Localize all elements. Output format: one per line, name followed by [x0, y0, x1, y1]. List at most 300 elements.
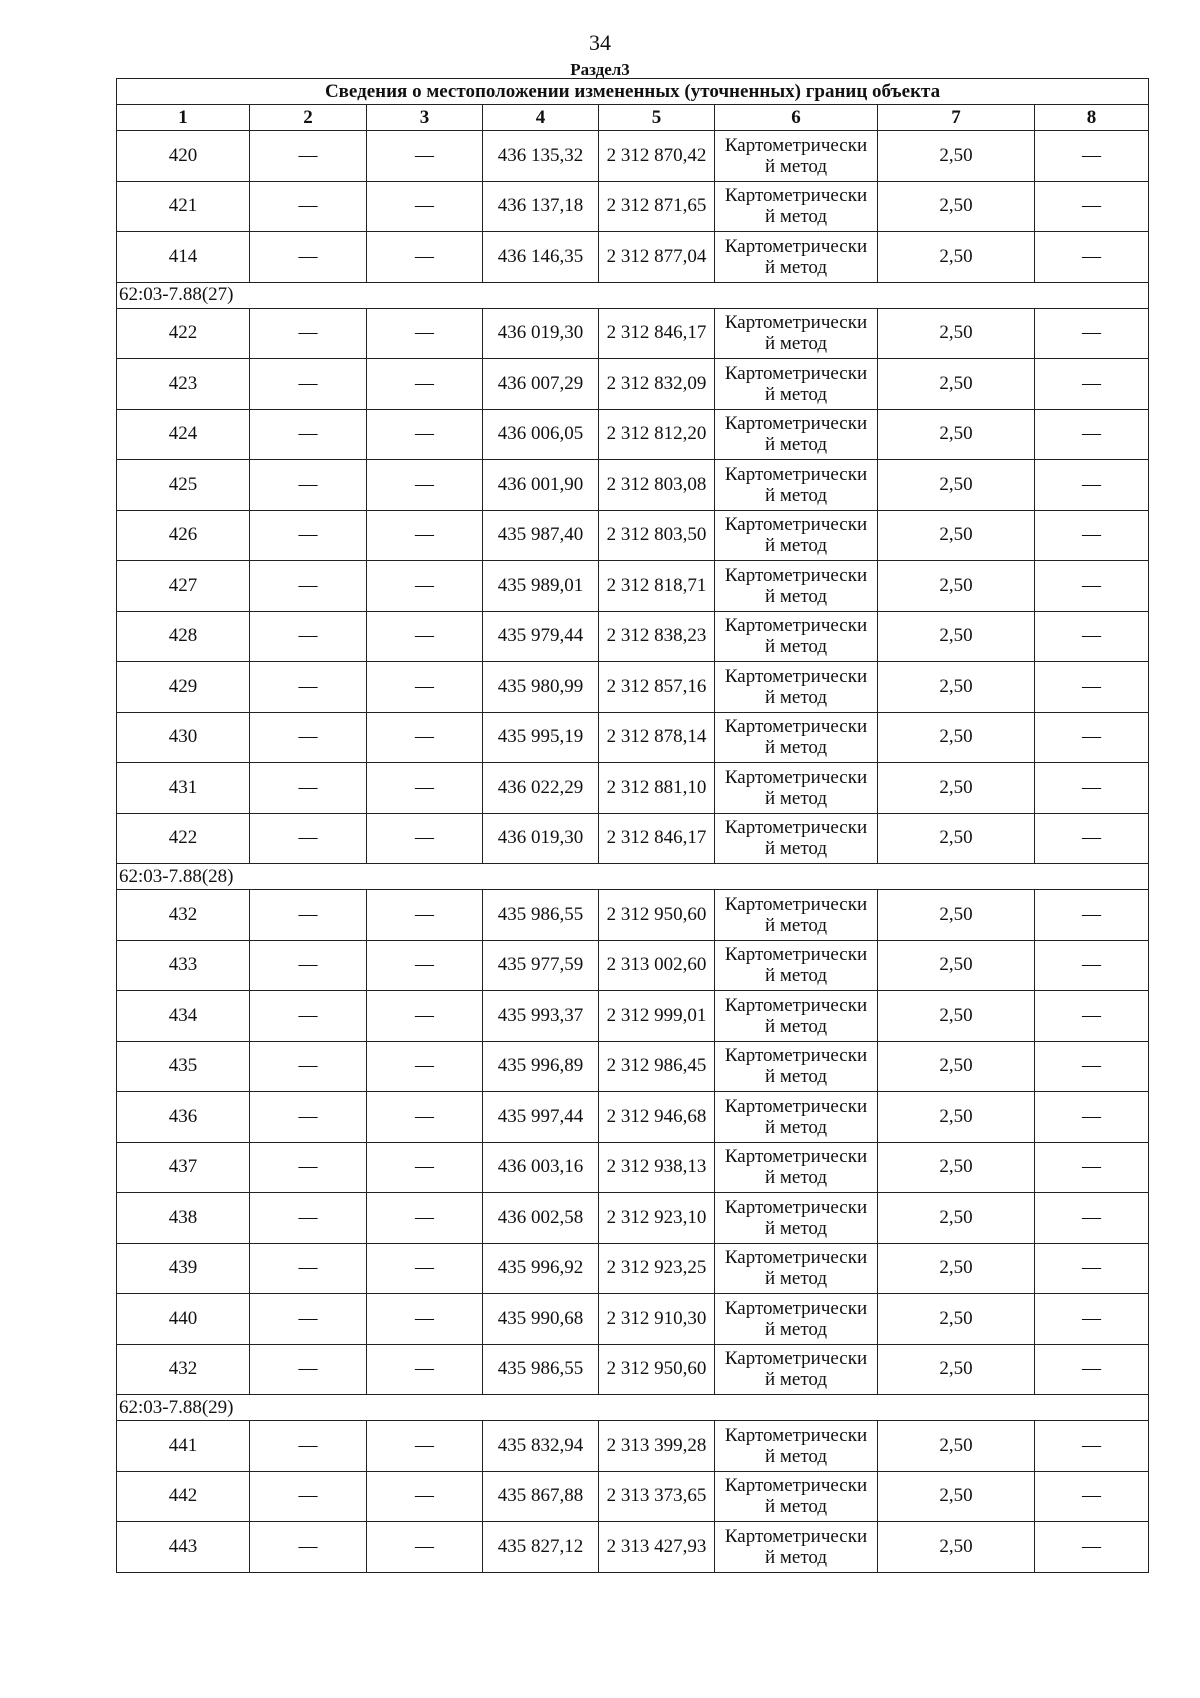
method-cell	[715, 1344, 878, 1395]
column-3-cell: —	[367, 991, 483, 1042]
column-number: 5	[599, 105, 715, 131]
method-text-line-1: Картометрически	[724, 1196, 868, 1218]
column-8-cell: —	[1035, 561, 1149, 612]
point-number-cell: 420	[117, 131, 250, 182]
column-number: 6	[715, 105, 878, 131]
x-coordinate-cell: 435 996,92	[483, 1243, 599, 1294]
x-coordinate-cell: 436 019,30	[483, 813, 599, 864]
y-coordinate-cell: 2 312 881,10	[599, 763, 715, 814]
method-cell	[715, 1522, 878, 1573]
x-coordinate-cell: 435 993,37	[483, 991, 599, 1042]
point-number-cell: 421	[117, 181, 250, 232]
method-text-line-2: й метод	[764, 1167, 828, 1189]
column-3-cell: —	[367, 611, 483, 662]
column-2-cell: —	[250, 460, 367, 511]
group-header-row	[117, 1395, 1149, 1421]
column-8-cell: —	[1035, 1092, 1149, 1143]
y-coordinate-cell: 2 312 938,13	[599, 1142, 715, 1193]
column-3-cell: —	[367, 1421, 483, 1472]
column-3-cell: —	[367, 712, 483, 763]
y-coordinate-cell: 2 313 427,93	[599, 1522, 715, 1573]
column-2-cell: —	[250, 1344, 367, 1395]
column-3-cell: —	[367, 308, 483, 359]
accuracy-cell: 2,50	[878, 1294, 1035, 1345]
table-row	[117, 460, 1149, 511]
point-number-cell: 426	[117, 510, 250, 561]
column-2-cell: —	[250, 712, 367, 763]
method-text-line-2: й метод	[764, 1116, 828, 1138]
method-cell	[715, 763, 878, 814]
accuracy-cell: 2,50	[878, 890, 1035, 941]
method-text-line-1: Картометрически	[724, 514, 868, 536]
column-2-cell: —	[250, 1041, 367, 1092]
column-3-cell: —	[367, 1471, 483, 1522]
column-8-cell: —	[1035, 662, 1149, 713]
column-8-cell: —	[1035, 813, 1149, 864]
point-number-cell: 432	[117, 1344, 250, 1395]
method-cell	[715, 1294, 878, 1345]
method-text-line-1: Картометрически	[724, 463, 868, 485]
accuracy-cell: 2,50	[878, 712, 1035, 763]
column-8-cell: —	[1035, 1243, 1149, 1294]
table-row	[117, 1522, 1149, 1573]
point-number-cell: 441	[117, 1421, 250, 1472]
method-text-line-2: й метод	[764, 1496, 828, 1518]
column-2-cell: —	[250, 510, 367, 561]
x-coordinate-cell: 435 977,59	[483, 940, 599, 991]
table-row	[117, 662, 1149, 713]
method-cell	[715, 561, 878, 612]
column-2-cell: —	[250, 359, 367, 410]
method-cell	[715, 131, 878, 182]
method-text-line-1: Картометрически	[724, 893, 868, 915]
method-text-line-2: й метод	[764, 1066, 828, 1088]
method-text-line-2: й метод	[764, 1318, 828, 1340]
table-row	[117, 359, 1149, 410]
column-8-cell: —	[1035, 409, 1149, 460]
method-text-line-2: й метод	[764, 1445, 828, 1467]
column-2-cell: —	[250, 611, 367, 662]
method-text-line-2: й метод	[764, 686, 828, 708]
y-coordinate-cell: 2 312 923,25	[599, 1243, 715, 1294]
method-text-line-2: й метод	[764, 333, 828, 355]
method-text-line-2: й метод	[764, 965, 828, 987]
point-number-cell: 438	[117, 1193, 250, 1244]
column-8-cell: —	[1035, 991, 1149, 1042]
column-3-cell: —	[367, 359, 483, 410]
method-cell	[715, 890, 878, 941]
column-number: 2	[250, 105, 367, 131]
column-8-cell: —	[1035, 1142, 1149, 1193]
point-number-cell: 425	[117, 460, 250, 511]
table-row	[117, 712, 1149, 763]
method-text-line-2: й метод	[764, 737, 828, 759]
column-3-cell: —	[367, 1142, 483, 1193]
column-3-cell: —	[367, 940, 483, 991]
x-coordinate-cell: 435 980,99	[483, 662, 599, 713]
method-cell	[715, 1193, 878, 1244]
column-8-cell: —	[1035, 763, 1149, 814]
x-coordinate-cell: 436 146,35	[483, 232, 599, 283]
y-coordinate-cell: 2 312 910,30	[599, 1294, 715, 1345]
y-coordinate-cell: 2 312 846,17	[599, 813, 715, 864]
x-coordinate-cell: 436 001,90	[483, 460, 599, 511]
method-text-line-1: Картометрически	[724, 134, 868, 156]
table-row	[117, 1142, 1149, 1193]
method-text-line-2: й метод	[764, 535, 828, 557]
accuracy-cell: 2,50	[878, 510, 1035, 561]
method-text-line-1: Картометрически	[724, 185, 868, 207]
method-text-line-2: й метод	[764, 383, 828, 405]
method-text-line-2: й метод	[764, 914, 828, 936]
point-number-cell: 414	[117, 232, 250, 283]
point-number-cell: 423	[117, 359, 250, 410]
column-8-cell: —	[1035, 890, 1149, 941]
accuracy-cell: 2,50	[878, 1421, 1035, 1472]
method-text-line-2: й метод	[764, 1015, 828, 1037]
accuracy-cell: 2,50	[878, 308, 1035, 359]
column-8-cell: —	[1035, 308, 1149, 359]
column-3-cell: —	[367, 1522, 483, 1573]
x-coordinate-cell: 436 003,16	[483, 1142, 599, 1193]
column-3-cell: —	[367, 1344, 483, 1395]
x-coordinate-cell: 435 995,19	[483, 712, 599, 763]
y-coordinate-cell: 2 313 373,65	[599, 1471, 715, 1522]
accuracy-cell: 2,50	[878, 1092, 1035, 1143]
column-2-cell: —	[250, 1142, 367, 1193]
y-coordinate-cell: 2 312 803,50	[599, 510, 715, 561]
y-coordinate-cell: 2 312 832,09	[599, 359, 715, 410]
table-row	[117, 409, 1149, 460]
y-coordinate-cell: 2 312 950,60	[599, 890, 715, 941]
method-text-line-2: й метод	[764, 484, 828, 506]
method-text-line-1: Картометрически	[724, 1475, 868, 1497]
column-3-cell: —	[367, 131, 483, 182]
column-8-cell: —	[1035, 359, 1149, 410]
method-cell	[715, 1041, 878, 1092]
method-text-line-2: й метод	[764, 434, 828, 456]
y-coordinate-cell: 2 312 923,10	[599, 1193, 715, 1244]
column-3-cell: —	[367, 1294, 483, 1345]
point-number-cell: 432	[117, 890, 250, 941]
method-cell	[715, 359, 878, 410]
accuracy-cell: 2,50	[878, 1344, 1035, 1395]
x-coordinate-cell: 435 990,68	[483, 1294, 599, 1345]
method-text-line-2: й метод	[764, 838, 828, 860]
method-text-line-1: Картометрически	[724, 1095, 868, 1117]
group-label: 62:03-7.88(28)	[117, 864, 1149, 890]
table-row	[117, 991, 1149, 1042]
column-3-cell: —	[367, 460, 483, 511]
section-title: Раздел3	[570, 60, 630, 79]
point-number-cell: 424	[117, 409, 250, 460]
method-cell	[715, 232, 878, 283]
point-number-cell: 427	[117, 561, 250, 612]
column-2-cell: —	[250, 409, 367, 460]
method-text-line-1: Картометрически	[724, 1297, 868, 1319]
method-cell	[715, 813, 878, 864]
table-row	[117, 232, 1149, 283]
column-8-cell: —	[1035, 1041, 1149, 1092]
column-3-cell: —	[367, 1041, 483, 1092]
column-number: 4	[483, 105, 599, 131]
column-2-cell: —	[250, 1193, 367, 1244]
column-3-cell: —	[367, 813, 483, 864]
accuracy-cell: 2,50	[878, 1142, 1035, 1193]
method-text-line-1: Картометрически	[724, 564, 868, 586]
point-number-cell: 443	[117, 1522, 250, 1573]
accuracy-cell: 2,50	[878, 561, 1035, 612]
y-coordinate-cell: 2 312 803,08	[599, 460, 715, 511]
y-coordinate-cell: 2 312 870,42	[599, 131, 715, 182]
method-text-line-1: Картометрически	[724, 1045, 868, 1067]
accuracy-cell: 2,50	[878, 1522, 1035, 1573]
column-2-cell: —	[250, 1243, 367, 1294]
x-coordinate-cell: 435 996,89	[483, 1041, 599, 1092]
table-row	[117, 611, 1149, 662]
column-3-cell: —	[367, 1092, 483, 1143]
column-8-cell: —	[1035, 1471, 1149, 1522]
method-cell	[715, 1092, 878, 1143]
method-text-line-1: Картометрически	[724, 362, 868, 384]
column-2-cell: —	[250, 561, 367, 612]
point-number-cell: 436	[117, 1092, 250, 1143]
y-coordinate-cell: 2 312 846,17	[599, 308, 715, 359]
column-3-cell: —	[367, 662, 483, 713]
column-3-cell: —	[367, 232, 483, 283]
x-coordinate-cell: 435 832,94	[483, 1421, 599, 1472]
method-text-line-2: й метод	[764, 787, 828, 809]
group-label: 62:03-7.88(29)	[117, 1395, 1149, 1421]
accuracy-cell: 2,50	[878, 232, 1035, 283]
method-text-line-1: Картометрически	[724, 235, 868, 257]
column-number: 1	[117, 105, 250, 131]
point-number-cell: 429	[117, 662, 250, 713]
point-number-cell: 428	[117, 611, 250, 662]
column-8-cell: —	[1035, 1522, 1149, 1573]
method-text-line-1: Картометрически	[724, 1525, 868, 1547]
y-coordinate-cell: 2 312 878,14	[599, 712, 715, 763]
table-caption: Сведения о местоположении измененных (уточненных) границ объекта	[117, 79, 1149, 105]
method-cell	[715, 308, 878, 359]
x-coordinate-cell: 436 019,30	[483, 308, 599, 359]
table-row	[117, 763, 1149, 814]
method-text-line-2: й метод	[764, 256, 828, 278]
table-row	[117, 1193, 1149, 1244]
x-coordinate-cell: 435 989,01	[483, 561, 599, 612]
method-cell	[715, 409, 878, 460]
page-number: 34	[589, 30, 611, 55]
column-number-row	[117, 105, 1149, 131]
column-8-cell: —	[1035, 131, 1149, 182]
accuracy-cell: 2,50	[878, 611, 1035, 662]
column-8-cell: —	[1035, 1294, 1149, 1345]
method-cell	[715, 940, 878, 991]
y-coordinate-cell: 2 312 818,71	[599, 561, 715, 612]
method-text-line-1: Картометрически	[724, 1424, 868, 1446]
column-3-cell: —	[367, 181, 483, 232]
accuracy-cell: 2,50	[878, 1193, 1035, 1244]
method-cell	[715, 991, 878, 1042]
method-text-line-1: Картометрически	[724, 1146, 868, 1168]
point-number-cell: 422	[117, 308, 250, 359]
table-row	[117, 1471, 1149, 1522]
column-3-cell: —	[367, 561, 483, 612]
column-2-cell: —	[250, 1421, 367, 1472]
method-text-line-2: й метод	[764, 1217, 828, 1239]
column-8-cell: —	[1035, 611, 1149, 662]
accuracy-cell: 2,50	[878, 131, 1035, 182]
column-8-cell: —	[1035, 1421, 1149, 1472]
method-text-line-1: Картометрически	[724, 665, 868, 687]
column-number: 8	[1035, 105, 1149, 131]
group-label: 62:03-7.88(27)	[117, 282, 1149, 308]
point-number-cell: 434	[117, 991, 250, 1042]
x-coordinate-cell: 435 867,88	[483, 1471, 599, 1522]
column-8-cell: —	[1035, 940, 1149, 991]
y-coordinate-cell: 2 312 999,01	[599, 991, 715, 1042]
y-coordinate-cell: 2 312 871,65	[599, 181, 715, 232]
point-number-cell: 439	[117, 1243, 250, 1294]
accuracy-cell: 2,50	[878, 991, 1035, 1042]
x-coordinate-cell: 436 007,29	[483, 359, 599, 410]
method-text-line-2: й метод	[764, 1546, 828, 1568]
accuracy-cell: 2,50	[878, 181, 1035, 232]
method-text-line-2: й метод	[764, 155, 828, 177]
table-row	[117, 1421, 1149, 1472]
accuracy-cell: 2,50	[878, 940, 1035, 991]
column-3-cell: —	[367, 890, 483, 941]
column-2-cell: —	[250, 131, 367, 182]
group-header-row	[117, 282, 1149, 308]
table-body	[117, 131, 1149, 1573]
table-row	[117, 890, 1149, 941]
method-text-line-1: Картометрически	[724, 1247, 868, 1269]
column-2-cell: —	[250, 662, 367, 713]
column-2-cell: —	[250, 890, 367, 941]
table-row	[117, 561, 1149, 612]
point-number-cell: 435	[117, 1041, 250, 1092]
x-coordinate-cell: 436 022,29	[483, 763, 599, 814]
method-cell	[715, 712, 878, 763]
column-8-cell: —	[1035, 181, 1149, 232]
point-number-cell: 440	[117, 1294, 250, 1345]
column-2-cell: —	[250, 1294, 367, 1345]
method-cell	[715, 181, 878, 232]
method-cell	[715, 1243, 878, 1294]
accuracy-cell: 2,50	[878, 1243, 1035, 1294]
x-coordinate-cell: 436 006,05	[483, 409, 599, 460]
accuracy-cell: 2,50	[878, 662, 1035, 713]
x-coordinate-cell: 436 135,32	[483, 131, 599, 182]
column-2-cell: —	[250, 763, 367, 814]
column-3-cell: —	[367, 763, 483, 814]
method-text-line-1: Картометрически	[724, 1348, 868, 1370]
column-2-cell: —	[250, 813, 367, 864]
table-row	[117, 308, 1149, 359]
point-number-cell: 433	[117, 940, 250, 991]
accuracy-cell: 2,50	[878, 813, 1035, 864]
x-coordinate-cell: 435 979,44	[483, 611, 599, 662]
table-row	[117, 1092, 1149, 1143]
column-2-cell: —	[250, 181, 367, 232]
table-row	[117, 1294, 1149, 1345]
column-2-cell: —	[250, 1522, 367, 1573]
table-row	[117, 940, 1149, 991]
column-2-cell: —	[250, 1092, 367, 1143]
point-number-cell: 431	[117, 763, 250, 814]
accuracy-cell: 2,50	[878, 1041, 1035, 1092]
point-number-cell: 422	[117, 813, 250, 864]
x-coordinate-cell: 436 002,58	[483, 1193, 599, 1244]
point-number-cell: 437	[117, 1142, 250, 1193]
y-coordinate-cell: 2 312 812,20	[599, 409, 715, 460]
y-coordinate-cell: 2 312 986,45	[599, 1041, 715, 1092]
column-8-cell: —	[1035, 232, 1149, 283]
method-text-line-1: Картометрически	[724, 944, 868, 966]
method-cell	[715, 1421, 878, 1472]
method-cell	[715, 460, 878, 511]
boundary-table	[116, 78, 1149, 1573]
column-2-cell: —	[250, 308, 367, 359]
y-coordinate-cell: 2 312 877,04	[599, 232, 715, 283]
method-text-line-1: Картометрически	[724, 766, 868, 788]
method-text-line-1: Картометрически	[724, 615, 868, 637]
method-text-line-1: Картометрически	[724, 817, 868, 839]
accuracy-cell: 2,50	[878, 409, 1035, 460]
x-coordinate-cell: 435 827,12	[483, 1522, 599, 1573]
table-row	[117, 131, 1149, 182]
y-coordinate-cell: 2 312 857,16	[599, 662, 715, 713]
column-8-cell: —	[1035, 460, 1149, 511]
column-2-cell: —	[250, 991, 367, 1042]
x-coordinate-cell: 435 997,44	[483, 1092, 599, 1143]
method-text-line-1: Картометрически	[724, 994, 868, 1016]
x-coordinate-cell: 436 137,18	[483, 181, 599, 232]
column-8-cell: —	[1035, 1193, 1149, 1244]
accuracy-cell: 2,50	[878, 763, 1035, 814]
method-text-line-1: Картометрически	[724, 413, 868, 435]
x-coordinate-cell: 435 987,40	[483, 510, 599, 561]
table-row	[117, 1041, 1149, 1092]
accuracy-cell: 2,50	[878, 359, 1035, 410]
table-row	[117, 1243, 1149, 1294]
method-text-line-2: й метод	[764, 206, 828, 228]
method-cell	[715, 662, 878, 713]
method-cell	[715, 510, 878, 561]
column-3-cell: —	[367, 409, 483, 460]
y-coordinate-cell: 2 313 399,28	[599, 1421, 715, 1472]
x-coordinate-cell: 435 986,55	[483, 1344, 599, 1395]
accuracy-cell: 2,50	[878, 1471, 1035, 1522]
column-3-cell: —	[367, 510, 483, 561]
accuracy-cell: 2,50	[878, 460, 1035, 511]
y-coordinate-cell: 2 312 950,60	[599, 1344, 715, 1395]
y-coordinate-cell: 2 312 946,68	[599, 1092, 715, 1143]
table-row	[117, 181, 1149, 232]
point-number-cell: 442	[117, 1471, 250, 1522]
column-2-cell: —	[250, 940, 367, 991]
method-text-line-2: й метод	[764, 1369, 828, 1391]
column-3-cell: —	[367, 1193, 483, 1244]
method-cell	[715, 1142, 878, 1193]
point-number-cell: 430	[117, 712, 250, 763]
column-8-cell: —	[1035, 1344, 1149, 1395]
column-2-cell: —	[250, 232, 367, 283]
group-header-row	[117, 864, 1149, 890]
method-text-line-1: Картометрически	[724, 716, 868, 738]
y-coordinate-cell: 2 313 002,60	[599, 940, 715, 991]
